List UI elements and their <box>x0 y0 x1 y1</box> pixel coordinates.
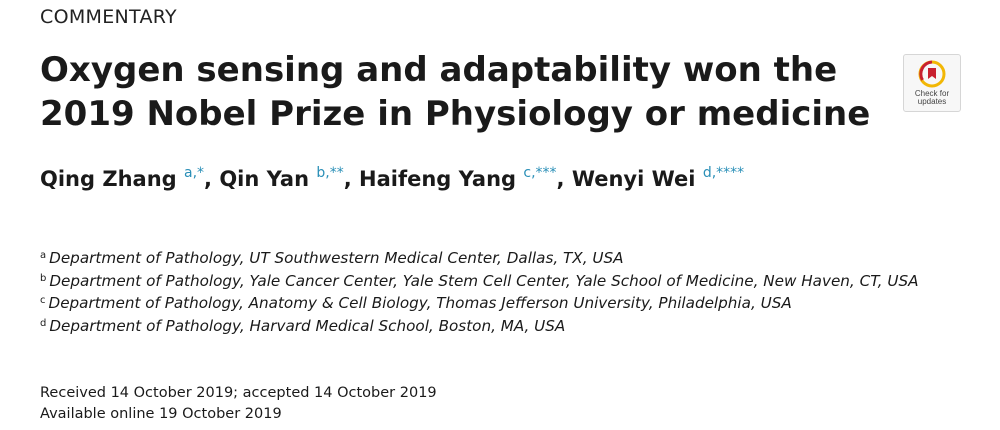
author-name[interactable]: Qin Yan <box>219 167 310 191</box>
affiliation-list <box>40 247 940 337</box>
author-footnote-mark[interactable]: a,* <box>184 165 205 181</box>
article-title <box>40 48 900 136</box>
affiliation-marker: d <box>40 317 47 329</box>
received-accepted-date: Received 14 October 2019; accepted 14 October 2019 <box>40 385 437 401</box>
check-for-updates-icon <box>918 60 946 88</box>
title-line-1: Oxygen sensing and adaptability won the <box>40 50 838 90</box>
affiliation-marker: c <box>40 295 46 306</box>
author-separator: , <box>556 167 572 191</box>
affiliation-text: Department of Pathology, UT Southwestern Medical Center, Dallas, TX, USA <box>49 249 624 267</box>
author-name[interactable]: Wenyi Wei <box>571 167 696 191</box>
affiliation-item <box>40 315 940 338</box>
author-name[interactable]: Haifeng Yang <box>359 167 517 191</box>
author-list <box>40 167 744 191</box>
affiliation-item <box>40 270 940 293</box>
article-history <box>40 383 437 425</box>
affiliation-item <box>40 292 940 315</box>
title-line-2: 2019 Nobel Prize in Physiology or medicine <box>40 94 871 134</box>
affiliation-marker: b <box>40 272 47 284</box>
affiliation-item <box>40 247 940 270</box>
author-separator: , <box>343 167 359 191</box>
affiliation-text: Department of Pathology, Yale Cancer Center, Yale Stem Cell Center, Yale School of Medicine, New Haven, CT, USA <box>49 271 919 290</box>
author-name[interactable]: Qing Zhang <box>40 167 177 191</box>
author-separator: , <box>204 167 220 191</box>
check-for-updates-badge[interactable] <box>903 54 961 112</box>
author-footnote-mark[interactable]: b,** <box>316 165 344 181</box>
badge-text: Check for updates <box>914 89 950 106</box>
author-footnote-mark[interactable]: d,**** <box>702 165 745 181</box>
affiliation-text: Department of Pathology, Anatomy & Cell Biology, Thomas Jefferson University, Philadelphia, USA <box>48 294 792 312</box>
author-footnote-mark[interactable]: c,*** <box>523 165 557 181</box>
section-label: COMMENTARY <box>40 6 177 28</box>
available-online-date: Available online 19 October 2019 <box>40 406 282 422</box>
affiliation-text: Department of Pathology, Harvard Medical School, Boston, MA, USA <box>49 316 566 335</box>
affiliation-marker: a <box>40 250 47 261</box>
